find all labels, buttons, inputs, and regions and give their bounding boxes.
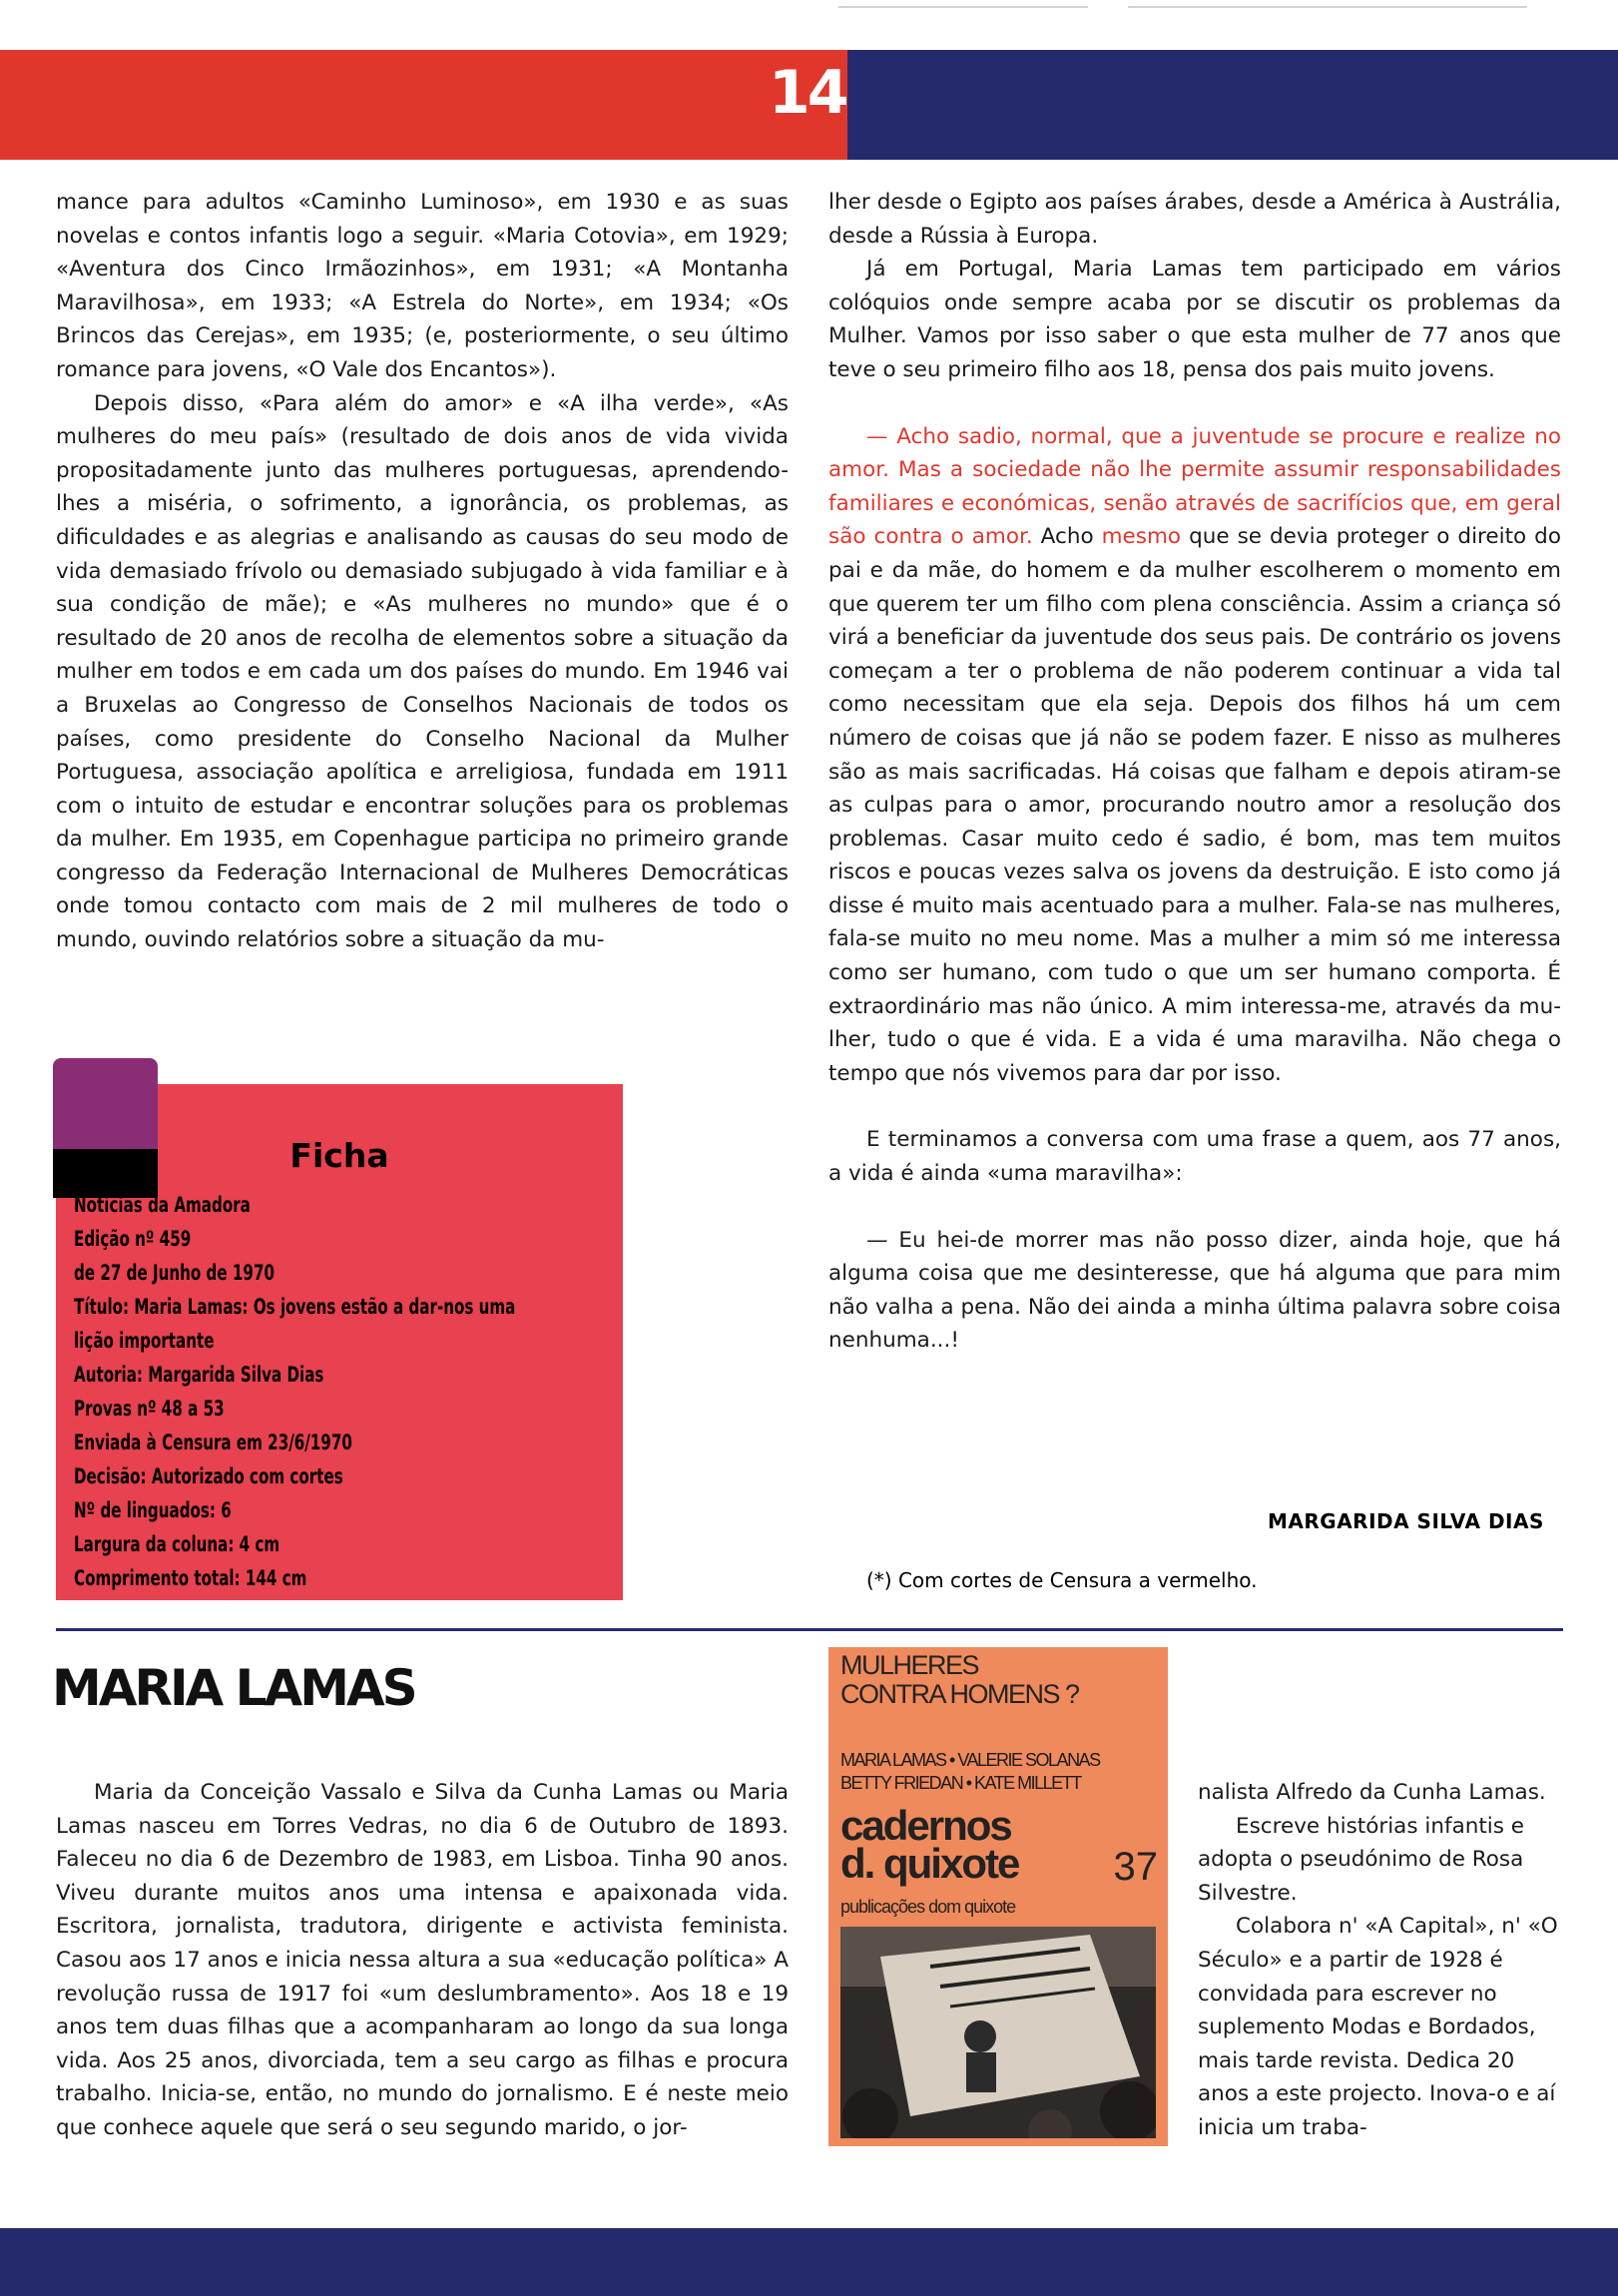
article-paragraph: Já em Portugal, Maria Lamas tem participado em vários colóquios onde sempre acaba por se discutir os problemas da Mulher. Vamos por isso saber o que esta mulher de 77 anos que teve o seu primeiro filho aos 18, pensa dos pais muito jovens.: [828, 257, 1561, 382]
ficha-line: Provas nº 48 a 53: [74, 1397, 225, 1421]
biography-column: [56, 1776, 789, 2145]
cover-issue-number: 37: [1113, 1845, 1158, 1889]
article-right-column: [828, 186, 1561, 1358]
header-band-red: [0, 50, 847, 160]
ficha-lines: [74, 1188, 613, 1595]
cover-series-line: cadernos: [840, 1802, 1011, 1849]
cover-title-line: MULHERES: [840, 1650, 979, 1680]
ficha-line: Decisão: Autorizado com cortes: [74, 1464, 343, 1488]
article-paragraph: mance para adultos «Caminho Luminoso», em 1930 e as suas novelas e contos infantis logo a seguir. «Maria Cotovia», em 1929; «Aventura dos Cinco Irmãozinhos», em 1931; «A Montanha Maravilhosa», em 1933; «A Estrela do Norte», em 1934; «Os Brincos das Cerejas», em 1935; (e, posteriormente, o seu último romance para jovens, «O Vale dos Encantos»).: [56, 190, 789, 382]
section-divider: [56, 1628, 1563, 1631]
page-number: 14: [769, 58, 846, 128]
quote-text: Acho: [1032, 524, 1102, 550]
cover-title: [840, 1651, 1079, 1709]
ficha-line: Enviada à Censura em 23/6/1970: [74, 1431, 352, 1454]
article-paragraph: Depois disso, «Para além do amor» e «A ilha verde», «As mulheres do meu país» (resultado de dois anos de vida vivida propositadamente junto das mulheres portuguesas, aprendendo-lhes a miséria, o sofrimento, a ignorância, os problemas, as dificuldades e as alegrias e analisando as causas do seu modo de vida demasiado frívolo ou demasiado subjugado à vida familiar e à sua condição de mãe); e «As mulheres no mundo» que é o resultado de 20 anos de recolha de elementos sobre a situação da mulher em todos e em cada um dos países do mundo. Em 1946 vai a Bruxelas ao Congresso de Conselhos Nacionais de todos os países, como presidente do Conselho Nacional da Mulher Portuguesa, associação apolítica e arreligiosa, fundada em 1911 com o intuito de estudar e encontrar soluções para os problemas da mulher. Em 1935, em Copenhague participa no primeiro grande congresso da Federação Internacional de Mulheres Democráticas onde tomou contacto com mais de 2 mil mulheres de todo o mundo, ouvindo relatórios sobre a situação da mu-: [56, 390, 789, 953]
sign-figure-head: [964, 2020, 996, 2052]
cover-protest-photo: [840, 1927, 1156, 2138]
ficha-box: [56, 1084, 623, 1600]
censorship-footnote: (*) Com cortes de Censura a vermelho.: [866, 1568, 1258, 1592]
ficha-line: de 27 de Junho de 1970: [74, 1261, 274, 1285]
biography-paragraph: nalista Alfredo da Cunha Lamas.: [1198, 1780, 1546, 1805]
sign-figure-body: [966, 2052, 996, 2092]
ficha-line: Título: Maria Lamas: Os jovens estão a dar-nos uma: [74, 1295, 516, 1319]
biography-paragraph: Maria da Conceição Vassalo e Silva da Cunha Lamas ou Maria Lamas nasceu em Torres Vedras, no dia 6 de Outubro de 1893. Faleceu no dia 6 de Dezembro de 1983, em Lisboa. Tinha 90 anos. Viveu durante muitos anos uma intensa e apaixonada vida. Escritora, jornalista, tradutora, dirigente e activista feminista. Casou aos 17 anos e inicia nessa altura a sua «educação política» A revolução russa de 1917 foi «um deslumbramento». Aos 18 e 19 anos tem duas filhas que a acompanharam ao longo da sua longa vida. Aos 25 anos, divorciada, tem a seu cargo as filhas e procura trabalho. Inicia-se, então, no mundo do jornalismo. E é neste meio que conhece aquele que será o seu segundo marido, o jor-: [56, 1780, 789, 2140]
cover-series-line: d. quixote: [840, 1840, 1019, 1887]
cover-title-line: CONTRA HOMENS ?: [840, 1679, 1079, 1709]
cover-authors: [840, 1749, 1100, 1795]
ficha-line: Autoria: Margarida Silva Dias: [74, 1363, 324, 1387]
closing-quote: — Eu hei-de morrer mas não posso dizer, ainda hoje, que há alguma coisa que me desinteresse, que há alguma que para mim não valha a pena. Não dei ainda a minha última palavra sobre coisa nenhuma...!: [828, 1227, 1561, 1354]
biography-paragraph: Colabora n' «A Capital», n' «O Século» e a partir de 1928 é convidada para escrever no suplemento Modas e Bordados, mais tarde revista. Dedica 20 anos a este projecto. Inova-o e aí inicia um traba-: [1198, 1914, 1558, 2140]
quote-text: que se devia proteger o direito do pai e da mãe, do homem e da mulher escolherem o momento em que querem ter um filho com plena consciência. Assim a criança só virá a beneficiar da juventude dos seus pais. De contrário os jovens começam a ter o problema de não poderem continuar a vida tal como necessitam que ela seja. Depois dos filhos há um cem número de coisas que já não se podem fazer. E nisso as mulheres são as mais sacrificadas. Há coisas que falham e depois atiram-se as culpas para o amor, procurando noutro amor a resolução dos problemas. Casar muito cedo é sadio, é bom, mas tem muitos riscos e poucas vezes salva os jovens da destruição. E isto como já disse é muito mais acentuado para a mulher. Fala-se nas mulheres, fala-se muito no meu nome. Mas a mulher a mim só me interessa como ser humano, com tudo o que um ser humano comporta. É extraordinário mas não único. A mim interessa-me, através da mulher, tudo o que é vida. E a vida é uma maravilha. Não chega o tempo que nós vivemos para dar por isso.: [828, 524, 1561, 1086]
cover-publisher: publicações dom quixote: [840, 1897, 1016, 1917]
censored-text: — Acho sadio, normal, que a juventude se procure e realize no amor. Mas a sociedade não lhe permite assumir responsabilidades familiares e económicas, senão através de sacrifícios que, em geral são contra o amor.: [828, 423, 1561, 550]
biography-right-column: [1198, 1776, 1561, 2145]
article-paragraph: E terminamos a conversa com uma frase a quem, aos 77 anos, a vida é ainda «uma maravilha»:: [828, 1127, 1561, 1187]
footer-band: [0, 2228, 1618, 2296]
top-rule: [1128, 6, 1527, 8]
author-signature: MARGARIDA SILVA DIAS: [1268, 1509, 1544, 1533]
book-cover-image: [828, 1647, 1168, 2146]
interview-quote: [828, 420, 1561, 1091]
top-rule: [838, 6, 1088, 8]
cover-authors-line: BETTY FRIEDAN • KATE MILLETT: [840, 1773, 1081, 1793]
section-title: MARIA LAMAS: [52, 1659, 415, 1717]
ficha-line: Largura da coluna: 4 cm: [74, 1532, 280, 1556]
header-band: [0, 50, 1618, 160]
cover-authors-line: MARIA LAMAS • VALERIE SOLANAS: [840, 1750, 1100, 1770]
ficha-title: Ficha: [289, 1136, 389, 1175]
header-band-blue: [847, 50, 1618, 160]
cover-series: [840, 1802, 1156, 1887]
folder-tab-decoration: [53, 1058, 158, 1198]
ficha-line: Comprimento total: 144 cm: [74, 1566, 307, 1590]
article-left-column: [56, 186, 789, 957]
ficha-line: Nº de linguados: 6: [74, 1498, 232, 1522]
biography-paragraph: Escreve histórias infantis e adopta o pseudónimo de Rosa Silvestre.: [1198, 1813, 1525, 1906]
ficha-line: Notícias da Amadora: [74, 1193, 251, 1217]
ficha-line: Edição nº 459: [74, 1227, 192, 1251]
article-paragraph: lher desde o Egipto aos países árabes, desde a América à Austrália, desde a Rússia à Europa.: [828, 190, 1561, 249]
censored-word: mesmo: [1101, 524, 1182, 550]
ficha-line: lição importante: [74, 1329, 215, 1353]
